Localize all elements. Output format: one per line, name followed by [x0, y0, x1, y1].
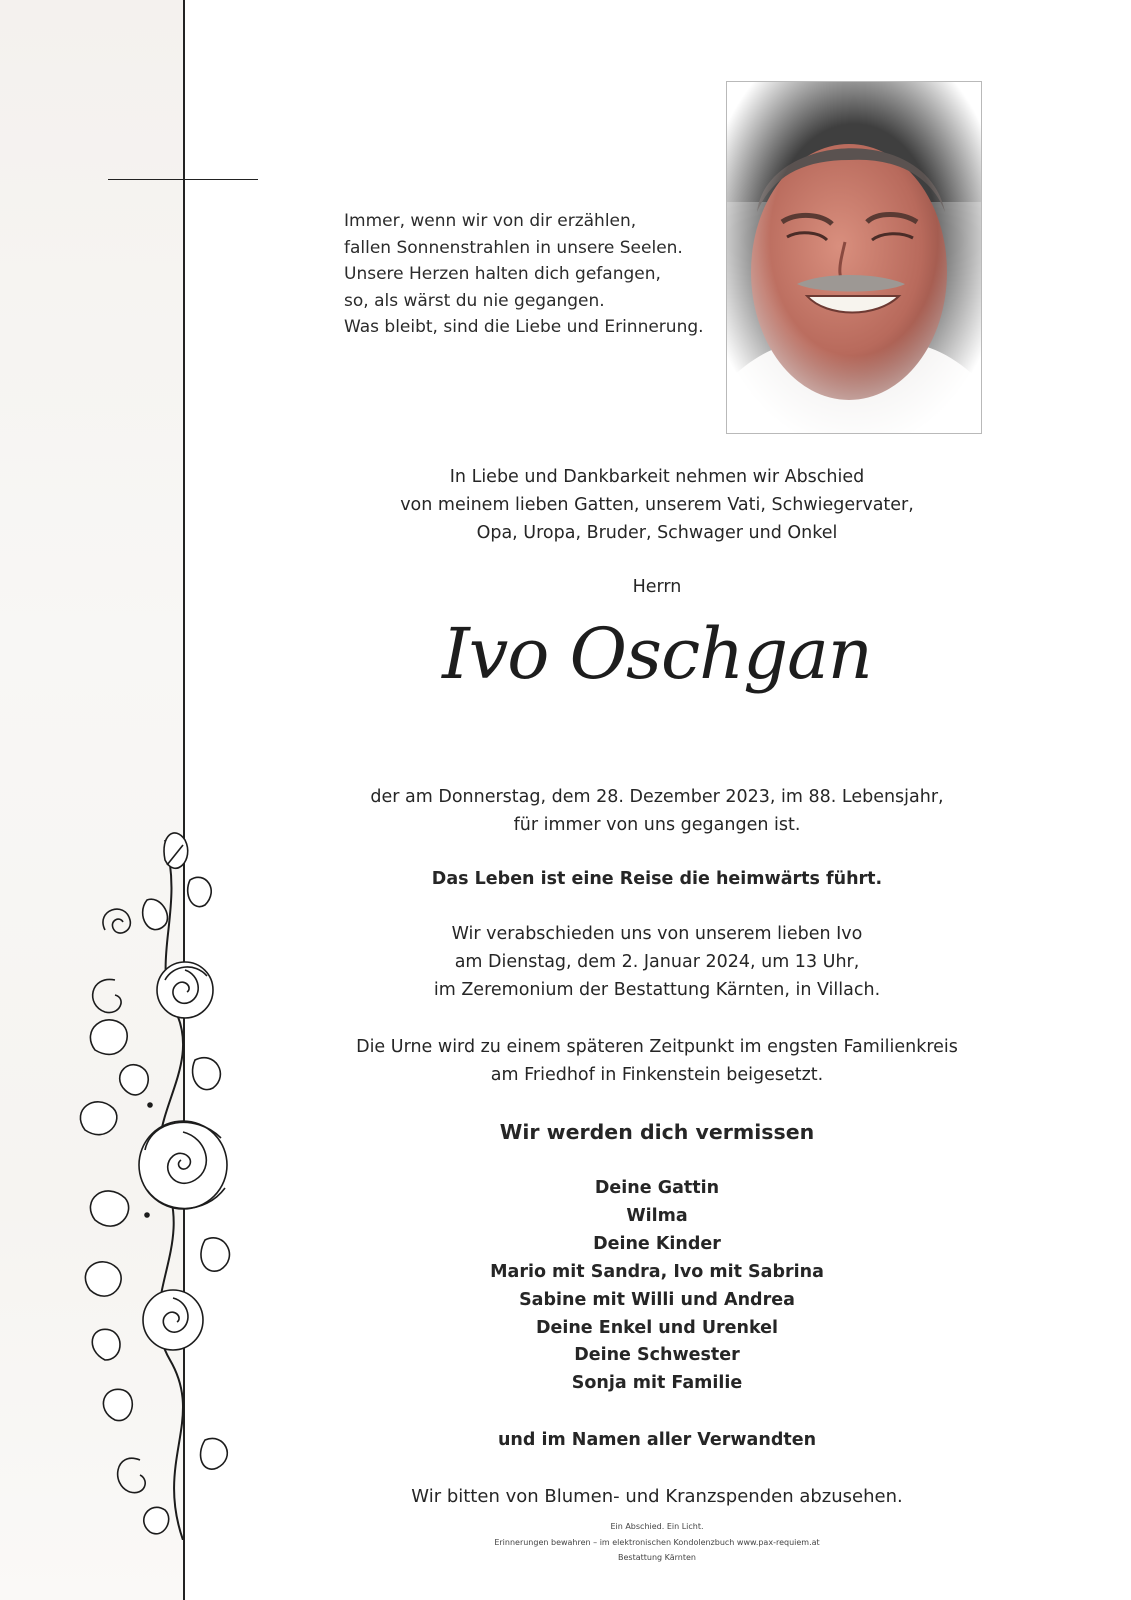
footer-line: Bestattung Kärnten [617, 1553, 696, 1562]
footer [183, 1519, 1131, 1566]
urn-burial-notice [183, 1033, 1131, 1089]
poem-line: fallen Sonnenstrahlen in unsere Seelen. [344, 237, 683, 258]
portrait-photo-icon [727, 82, 981, 433]
no-flowers-request: Wir bitten von Blumen- und Kranzspenden abzusehen. [411, 1486, 903, 1507]
poem-line: so, als wärst du nie gegangen. [344, 290, 605, 311]
farewell-intro [183, 463, 1131, 547]
mourner-line: Sonja mit Familie [571, 1373, 743, 1394]
portrait-photo [726, 81, 982, 434]
ceremony-line: am Dienstag, dem 2. Januar 2024, um 13 Uhr, [454, 952, 860, 972]
miss-heading: Wir werden dich vermissen [499, 1120, 815, 1144]
death-notice [183, 783, 1131, 839]
footer-line: Ein Abschied. Ein Licht. [610, 1522, 704, 1531]
poem-line: Unsere Herzen halten dich gefangen, [344, 264, 661, 284]
intro-line: Opa, Uropa, Bruder, Schwager und Onkel [476, 523, 838, 543]
relatives-line: und im Namen aller Verwandten [497, 1430, 817, 1450]
motto: Das Leben ist eine Reise die heimwärts führt. [431, 869, 883, 889]
urn-line: Die Urne wird zu einem späteren Zeitpunkt im engsten Familienkreis [356, 1037, 958, 1057]
urn-line: am Friedhof in Finkenstein beigesetzt. [490, 1065, 824, 1085]
mourner-line: Mario mit Sandra, Ivo mit Sabrina [490, 1261, 824, 1282]
ceremony-line: Wir verabschieden uns von unserem lieben Ivo [451, 924, 863, 944]
mourners-list [183, 1175, 1131, 1398]
mourner-line: Sabine mit Willi und Andrea [519, 1289, 795, 1310]
poem-line: Was bleibt, sind die Liebe und Erinnerung. [344, 317, 704, 337]
cross-icon [108, 179, 258, 180]
salutation: Herrn [632, 577, 682, 597]
ceremony-details [183, 920, 1131, 1004]
intro-line: von meinem lieben Gatten, unserem Vati, Schwiegervater, [400, 495, 914, 515]
ceremony-line: im Zeremonium der Bestattung Kärnten, in Villach. [433, 980, 881, 1000]
poem [344, 208, 724, 341]
death-line: für immer von uns gegangen ist. [513, 815, 801, 835]
mourner-line: Wilma [626, 1205, 688, 1226]
footer-line: Erinnerungen bewahren – im elektronischen Kondolenzbuch www.pax-requiem.at [494, 1537, 820, 1547]
deceased-name: Ivo Oschgan [442, 613, 872, 695]
death-line: der am Donnerstag, dem 28. Dezember 2023, im 88. Lebensjahr, [370, 787, 944, 807]
poem-line: Immer, wenn wir von dir erzählen, [344, 211, 637, 231]
mourner-line: Deine Gattin [594, 1178, 720, 1198]
mourner-line: Deine Kinder [593, 1233, 721, 1254]
mourner-line: Deine Schwester [574, 1345, 740, 1366]
intro-line: In Liebe und Dankbarkeit nehmen wir Abschied [449, 467, 865, 487]
mourner-line: Deine Enkel und Urenkel [535, 1317, 779, 1338]
